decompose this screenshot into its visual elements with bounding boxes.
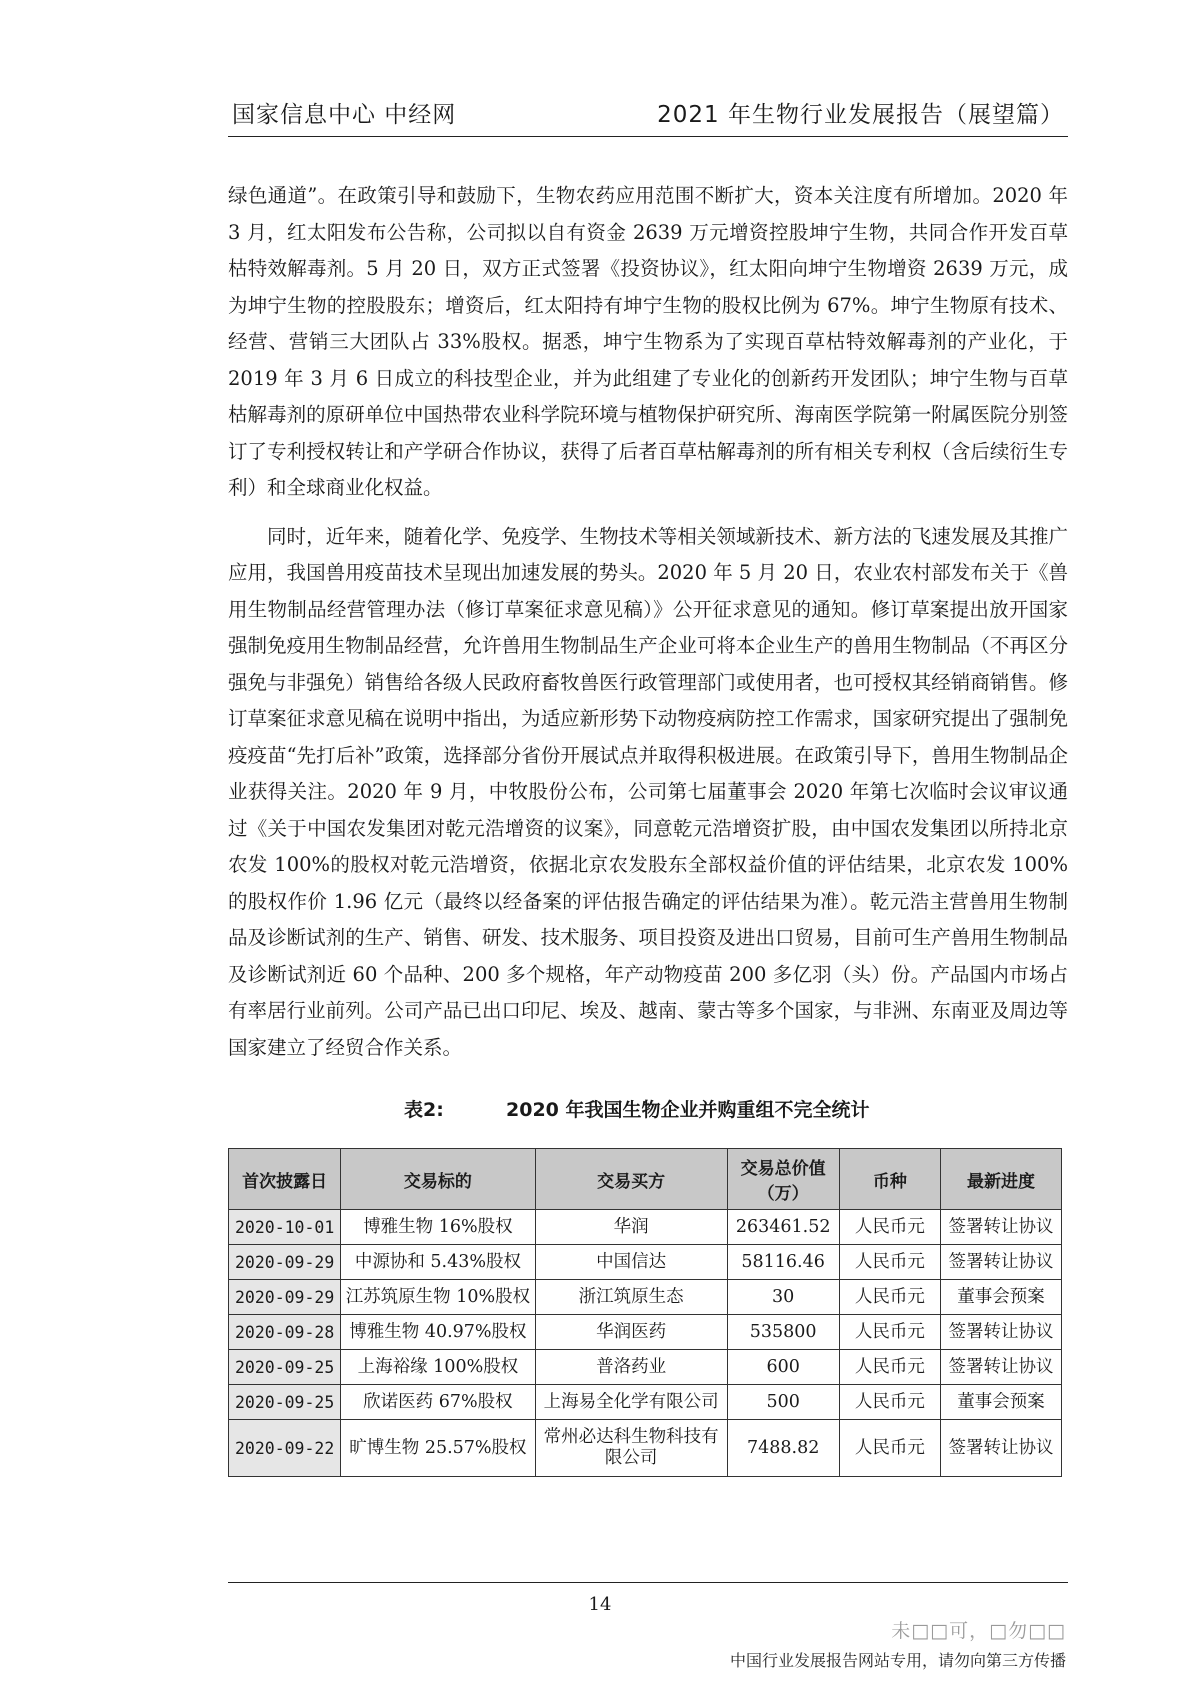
cell-buyer: 华润 bbox=[535, 1210, 727, 1245]
cell-currency: 人民币元 bbox=[839, 1420, 940, 1477]
cell-buyer: 华润医药 bbox=[535, 1315, 727, 1350]
cell-progress: 董事会预案 bbox=[941, 1280, 1062, 1315]
cell-progress: 签署转让协议 bbox=[941, 1315, 1062, 1350]
cell-target: 旷博生物 25.57%股权 bbox=[341, 1420, 535, 1477]
cell-buyer: 浙江筑原生态 bbox=[535, 1280, 727, 1315]
cell-currency: 人民币元 bbox=[839, 1385, 940, 1420]
cell-progress: 董事会预案 bbox=[941, 1385, 1062, 1420]
header-report-title: 2021 年生物行业发展报告（展望篇） bbox=[657, 102, 1064, 128]
table-row bbox=[229, 1350, 1062, 1385]
cell-progress: 签署转让协议 bbox=[941, 1245, 1062, 1280]
table-row bbox=[229, 1315, 1062, 1350]
cell-target: 中源协和 5.43%股权 bbox=[341, 1245, 535, 1280]
cell-date: 2020-09-29 bbox=[229, 1280, 341, 1315]
cell-currency: 人民币元 bbox=[839, 1245, 940, 1280]
cell-target: 江苏筑原生物 10%股权 bbox=[341, 1280, 535, 1315]
table-row bbox=[229, 1385, 1062, 1420]
header-currency: 币种 bbox=[839, 1149, 940, 1210]
cell-progress: 签署转让协议 bbox=[941, 1210, 1062, 1245]
header-total-value: 交易总价值（万） bbox=[727, 1149, 839, 1210]
body-text bbox=[228, 178, 1068, 1078]
cell-currency: 人民币元 bbox=[839, 1280, 940, 1315]
cell-buyer: 普洛药业 bbox=[535, 1350, 727, 1385]
mergers-table bbox=[228, 1148, 1062, 1477]
table-title: 2020 年我国生物企业并购重组不完全统计 bbox=[506, 1099, 870, 1121]
cell-date: 2020-09-25 bbox=[229, 1350, 341, 1385]
cell-target: 博雅生物 40.97%股权 bbox=[341, 1315, 535, 1350]
cell-date: 2020-10-01 bbox=[229, 1210, 341, 1245]
cell-date: 2020-09-28 bbox=[229, 1315, 341, 1350]
header-publisher: 国家信息中心 中经网 bbox=[232, 102, 457, 128]
cell-target: 博雅生物 16%股权 bbox=[341, 1210, 535, 1245]
table-row bbox=[229, 1210, 1062, 1245]
footer-divider bbox=[228, 1582, 1068, 1583]
cell-progress: 签署转让协议 bbox=[941, 1420, 1062, 1477]
header-progress: 最新进度 bbox=[941, 1149, 1062, 1210]
cell-buyer: 常州必达科生物科技有限公司 bbox=[535, 1420, 727, 1477]
header-buyer: 交易买方 bbox=[535, 1149, 727, 1210]
cell-value: 600 bbox=[727, 1350, 839, 1385]
paragraph-1: 绿色通道”。在政策引导和鼓励下，生物农药应用范围不断扩大，资本关注度有所增加。2020 年 3 月，红太阳发布公告称，公司拟以自有资金 2639 万元增资控股坤宁生物，共同合作开发百草枯特效解毒剂。5 月 20 日，双方正式签署《投资协议》，红太阳向坤宁生物增资 2639 万元，成为坤宁生物的控股股东；增资后，红太阳持有坤宁生物的股权比例为 67%。坤宁生物原有技术、经营、营销三大团队占 33%股权。据悉，坤宁生物系为了实现百草枯特效解毒剂的产业化，于 2019 年 3 月 6 日成立的科技型企业，并为此组建了专业化的创新药开发团队；坤宁生物与百草枯解毒剂的原研单位中国热带农业科学院环境与植物保护研究所、海南医学院第一附属医院分别签订了专利授权转让和产学研合作协议，获得了后者百草枯解毒剂的所有相关专利权（含后续衍生专利）和全球商业化权益。 bbox=[228, 184, 1068, 499]
table-row bbox=[229, 1245, 1062, 1280]
cell-date: 2020-09-25 bbox=[229, 1385, 341, 1420]
page-header bbox=[228, 92, 1068, 137]
cell-target: 欣诺医药 67%股权 bbox=[341, 1385, 535, 1420]
watermark-stamp: 未□□可，□勿□□ bbox=[891, 1620, 1066, 1642]
cell-currency: 人民币元 bbox=[839, 1210, 940, 1245]
cell-value: 500 bbox=[727, 1385, 839, 1420]
cell-value: 263461.52 bbox=[727, 1210, 839, 1245]
table-label: 表2: bbox=[404, 1099, 444, 1121]
table-header-row bbox=[229, 1149, 1062, 1210]
table-row bbox=[229, 1280, 1062, 1315]
cell-date: 2020-09-22 bbox=[229, 1420, 341, 1477]
cell-progress: 签署转让协议 bbox=[941, 1350, 1062, 1385]
cell-buyer: 上海易全化学有限公司 bbox=[535, 1385, 727, 1420]
cell-value: 30 bbox=[727, 1280, 839, 1315]
cell-value: 7488.82 bbox=[727, 1420, 839, 1477]
cell-target: 上海裕缘 100%股权 bbox=[341, 1350, 535, 1385]
cell-date: 2020-09-29 bbox=[229, 1245, 341, 1280]
cell-value: 535800 bbox=[727, 1315, 839, 1350]
header-target: 交易标的 bbox=[341, 1149, 535, 1210]
cell-value: 58116.46 bbox=[727, 1245, 839, 1280]
cell-buyer: 中国信达 bbox=[535, 1245, 727, 1280]
paragraph-2: 同时，近年来，随着化学、免疫学、生物技术等相关领域新技术、新方法的飞速发展及其推广应用，我国兽用疫苗技术呈现出加速发展的势头。2020 年 5 月 20 日，农业农村部发布关于《兽用生物制品经营管理办法（修订草案征求意见稿）》公开征求意见的通知。修订草案提出放开国家强制免疫用生物制品经营，允许兽用生物制品生产企业可将本企业生产的兽用生物制品（不再区分强免与非强免）销售给各级人民政府畜牧兽医行政管理部门或使用者，也可授权其经销商销售。修订草案征求意见稿在说明中指出，为适应新形势下动物疫病防控工作需求，国家研究提出了强制免疫疫苗“先打后补”政策，选择部分省份开展试点并取得积极进展。在政策引导下，兽用生物制品企业获得关注。2020 年 9 月，中牧股份公布，公司第七届董事会 2020 年第七次临时会议审议通过《关于中国农发集团对乾元浩增资的议案》，同意乾元浩增资扩股，由中国农发集团以所持北京农发 100%的股权对乾元浩增资，依据北京农发股东全部权益价值的评估结果，北京农发 100%的股权作价 1.96 亿元（最终以经备案的评估报告确定的评估结果为准）。乾元浩主营兽用生物制品及诊断试剂的生产、销售、研发、技术服务、项目投资及进出口贸易，目前可生产兽用生物制品及诊断试剂近 60 个品种、200 多个规格，年产动物疫苗 200 多亿羽（头）份。产品国内市场占有率居行业前列。公司产品已出口印尼、埃及、越南、蒙古等多个国家，与非洲、东南亚及周边等国家建立了经贸合作关系。 bbox=[228, 524, 1068, 1059]
page-number: 14 bbox=[588, 1594, 612, 1615]
table-row bbox=[229, 1420, 1062, 1477]
header-disclosure-date: 首次披露日 bbox=[229, 1149, 341, 1210]
cell-currency: 人民币元 bbox=[839, 1350, 940, 1385]
cell-currency: 人民币元 bbox=[839, 1315, 940, 1350]
footer-note: 中国行业发展报告网站专用，请勿向第三方传播 bbox=[729, 1651, 1066, 1670]
